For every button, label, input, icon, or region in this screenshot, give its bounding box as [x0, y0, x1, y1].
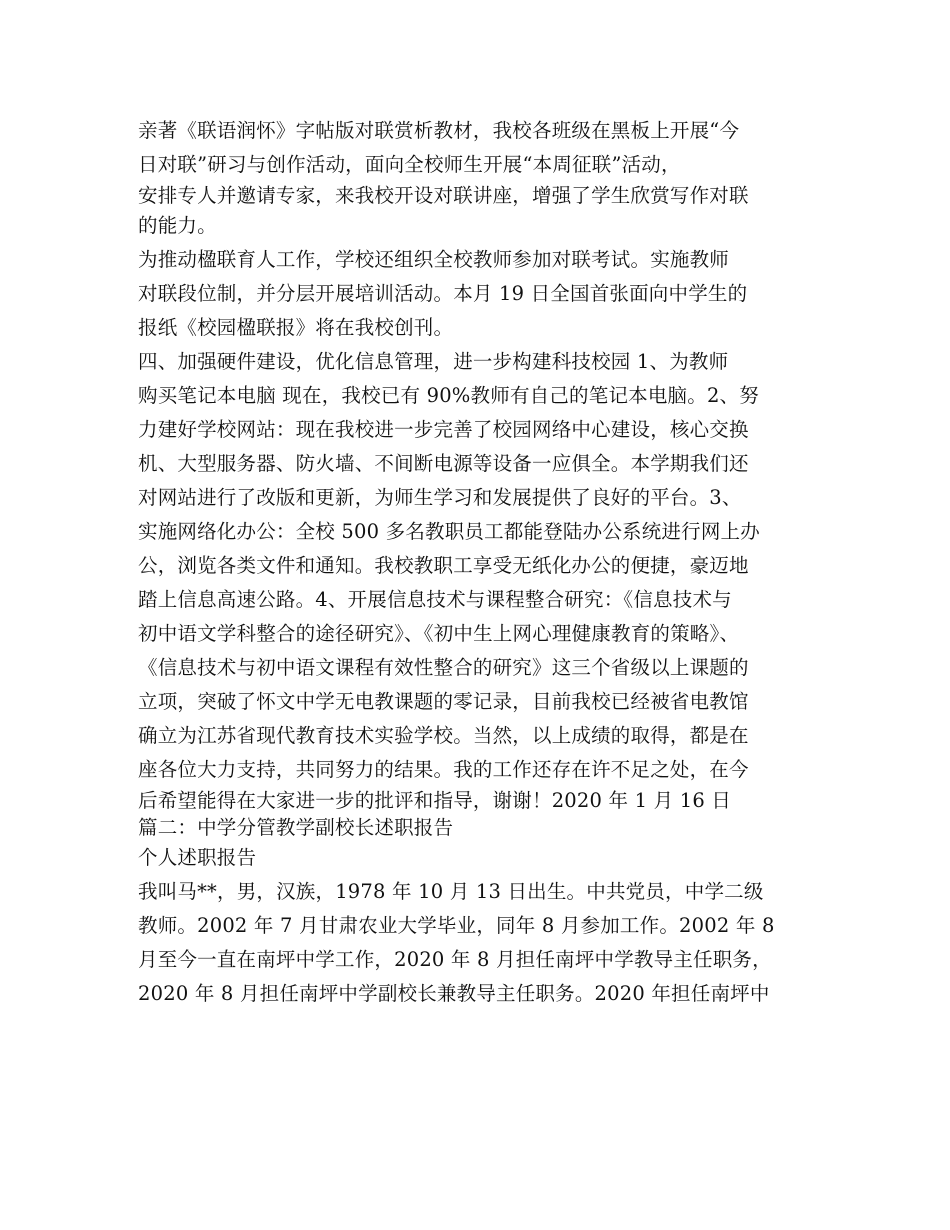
text-line: 后希望能得在大家进一步的批评和指导，谢谢！2020 年 1 月 16 日: [138, 789, 732, 812]
text-line: 我叫马**，男，汉族，1978 年 10 月 13 日出生。中共党员，中学二级: [138, 880, 764, 903]
text-line: 教师。2002 年 7 月甘肃农业大学毕业，同年 8 月参加工作。2002 年 8: [138, 914, 775, 937]
body-text: [138, 114, 838, 1011]
text-line: 对联段位制，并分层开展培训活动。本月 19 日全国首张面向中学生的: [138, 282, 748, 305]
text-line: 初中语文学科整合的途径研究》、《初中生上网心理健康教育的策略》、: [138, 622, 740, 645]
text-line: 确立为江苏省现代教育技术实验学校。当然，以上成绩的取得，都是在: [138, 724, 749, 747]
text-line: 实施网络化办公：全校 500 多名教职员工都能登陆办公系统进行网上办: [138, 520, 760, 543]
text-line: 机、大型服务器、防火墙、不间断电源等设备一应俱全。本学期我们还: [138, 452, 749, 475]
text-line: 踏上信息高速公路。4、开展信息技术与课程整合研究：《信息技术与: [138, 588, 732, 611]
text-line: 购买笔记本电脑 现在，我校已有 90%教师有自己的笔记本电脑。2、努: [138, 384, 759, 407]
text-line: 对网站进行了改版和更新，为师生学习和发展提供了良好的平台。3、: [138, 486, 742, 509]
text-line: 公，浏览各类文件和通知。我校教职工享受无纸化办公的便捷，豪迈地: [138, 554, 749, 577]
text-line: 《信息技术与初中语文课程有效性整合的研究》这三个省级以上课题的: [138, 656, 749, 679]
text-line: 2020 年 8 月担任南坪中学副校长兼教导主任职务。2020 年担任南坪中: [138, 982, 770, 1005]
text-line: 为推动楹联育人工作，学校还组织全校教师参加对联考试。实施教师: [138, 248, 730, 271]
text-line: 报纸《校园楹联报》将在我校创刊。: [138, 316, 454, 339]
text-line: 四、加强硬件建设，优化信息管理，进一步构建科技校园 1、为教师: [138, 350, 729, 373]
text-line: 座各位大力支持，共同努力的结果。我的工作还存在许不足之处，在今: [138, 758, 749, 781]
text-line: 日对联”研习与创作活动，面向全校师生开展“本周征联”活动，: [138, 153, 681, 176]
text-line: 立项，突破了怀文中学无电教课题的零记录，目前我校已经被省电教馆: [138, 690, 749, 713]
subheading: 个人述职报告: [138, 846, 257, 869]
text-line: 的能力。: [138, 214, 217, 237]
text-line: 亲著《联语润怀》字帖版对联赏析教材，我校各班级在黑板上开展“今: [138, 119, 740, 142]
text-line: 月至今一直在南坪中学工作，2020 年 8 月担任南坪中学教导主任职务，: [138, 948, 772, 971]
text-line: 安排专人并邀请专家，来我校开设对联讲座，增强了学生欣赏写作对联: [138, 184, 749, 207]
section-heading: 篇二：中学分管教学副校长述职报告: [138, 816, 454, 839]
text-line: 力建好学校网站：现在我校进一步完善了校园网络中心建设，核心交换: [138, 418, 749, 441]
